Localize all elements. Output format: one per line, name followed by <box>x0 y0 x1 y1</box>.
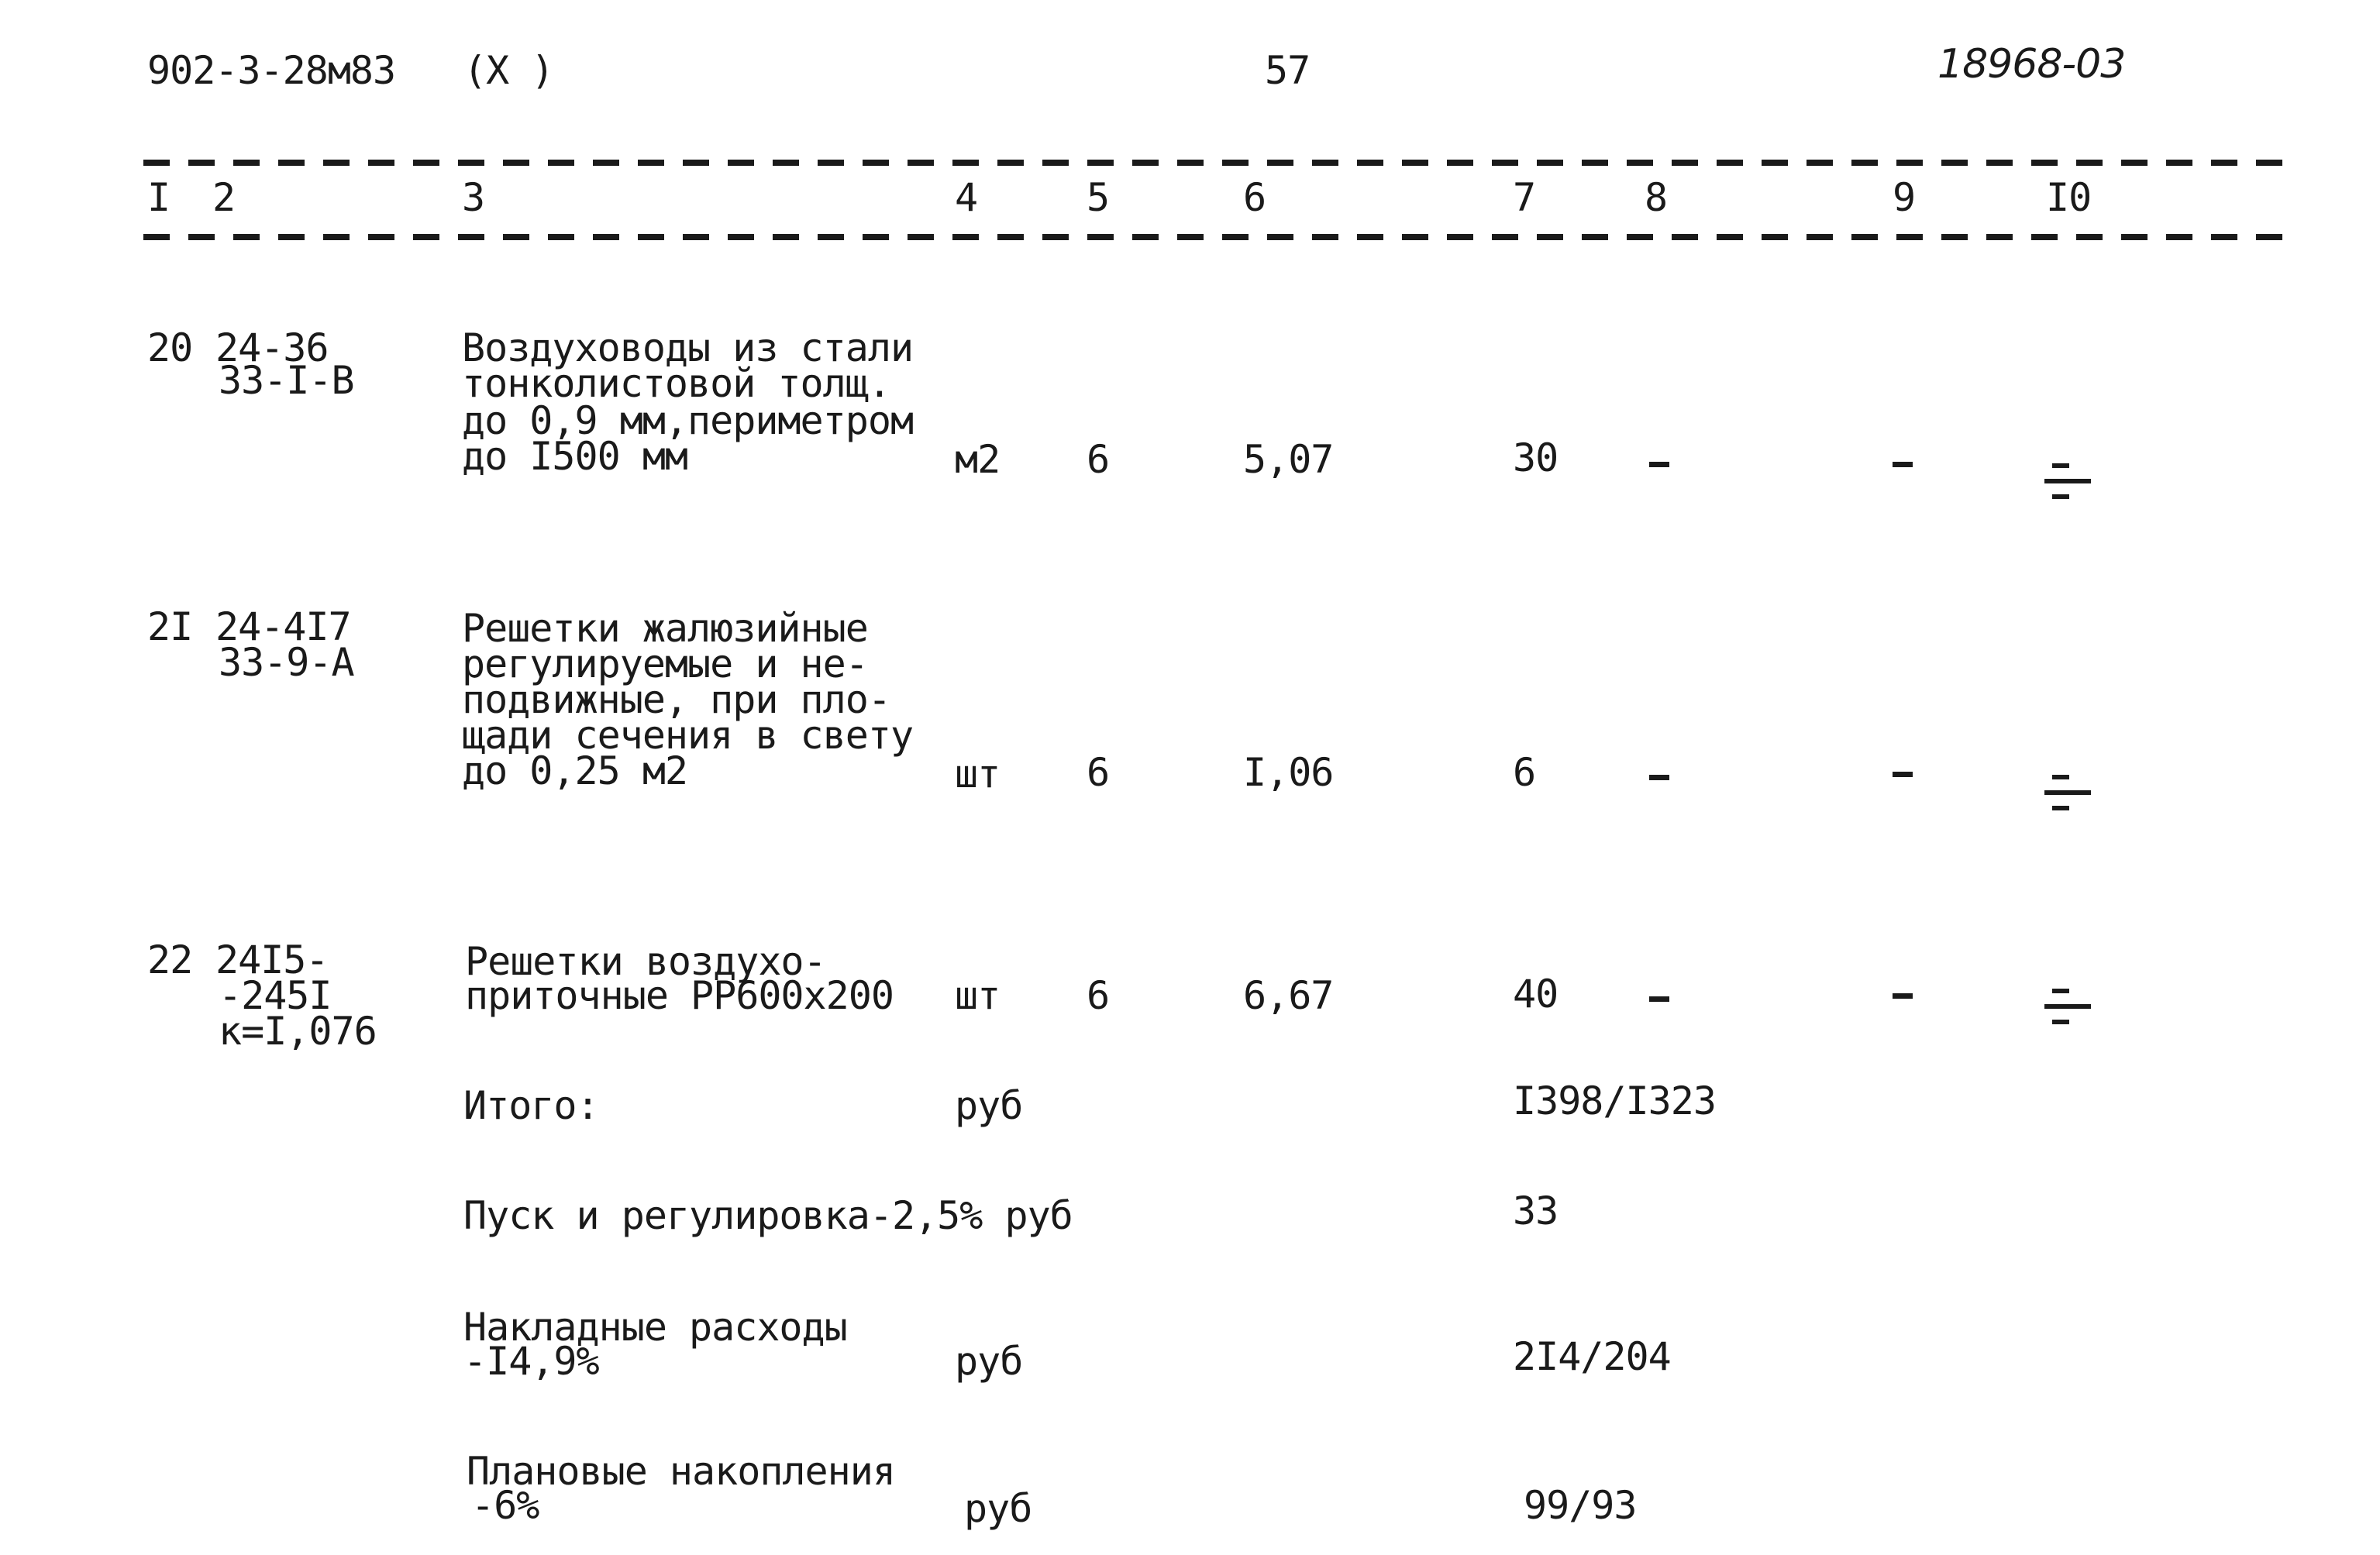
row-price: 6,67 <box>1243 973 1334 1018</box>
row-code: 33-9-A <box>219 640 354 685</box>
row-total: 6 <box>1513 750 1536 795</box>
row-code: 24I5- <box>215 937 329 982</box>
column-header-6: 6 <box>1243 175 1266 220</box>
summary-unit: руб <box>964 1486 1032 1531</box>
page-number: 57 <box>1265 48 1311 93</box>
column-header-5: 5 <box>1087 175 1110 220</box>
row-code: 24-4I7 <box>215 604 351 649</box>
row-col9-dash <box>1893 772 1913 777</box>
column-header-3: 3 <box>462 175 485 220</box>
column-header-2: 2 <box>212 175 236 220</box>
summary-label: Итого: <box>463 1083 599 1128</box>
summary-label: -6% <box>471 1483 539 1528</box>
row-qty: 6 <box>1087 750 1110 795</box>
row-unit: шт <box>955 752 1001 796</box>
row-name: до 0,9 мм,периметром <box>462 398 914 443</box>
row-name: до I500 мм <box>462 434 688 479</box>
row-col9-dash <box>1893 993 1913 999</box>
row-col8-dash <box>1649 462 1669 467</box>
row-col8-dash <box>1649 996 1669 1002</box>
summary-label: Накладные расходы <box>463 1305 847 1350</box>
summary-label: -I4,9% <box>463 1339 599 1384</box>
summary-unit: руб <box>955 1339 1023 1384</box>
row-name: подвижные, при пло- <box>462 677 890 722</box>
repeat-mark-icon <box>2044 463 2091 510</box>
repeat-mark-icon <box>2044 989 2091 1035</box>
row-name: щади сечения в свету <box>462 713 914 758</box>
column-header-9: 9 <box>1893 175 1916 220</box>
row-name: до 0,25 м2 <box>462 748 688 793</box>
column-header-8: 8 <box>1645 175 1668 220</box>
column-header-10: I0 <box>2046 175 2092 220</box>
row-code: -245I <box>219 973 332 1018</box>
document-marker: (X ) <box>463 48 554 93</box>
row-name: Решетки воздухо- <box>465 939 826 984</box>
row-col8-dash <box>1649 775 1669 780</box>
column-header-7: 7 <box>1513 175 1536 220</box>
row-name: приточные РР600х200 <box>465 973 894 1018</box>
summary-label: Плановые накопления <box>467 1449 895 1494</box>
header-top-rule <box>143 160 2282 166</box>
row-name: Воздуховоды из стали <box>462 325 914 370</box>
row-number: 2I <box>147 604 193 649</box>
summary-value: 33 <box>1513 1189 1559 1233</box>
summary-label: Пуск и регулировка-2,5% руб <box>463 1193 1073 1238</box>
header-bottom-rule <box>143 234 2282 240</box>
row-total: 40 <box>1513 972 1559 1017</box>
summary-unit: руб <box>955 1083 1023 1128</box>
sheet-code: 18968-03 <box>1937 41 2126 88</box>
row-code: к=I,076 <box>219 1009 377 1054</box>
row-name: тонколистовой толщ. <box>462 361 890 406</box>
row-price: I,06 <box>1243 750 1334 795</box>
row-code: 33-I-B <box>219 358 354 403</box>
row-price: 5,07 <box>1243 437 1334 482</box>
column-header-4: 4 <box>955 175 978 220</box>
row-qty: 6 <box>1087 973 1110 1018</box>
repeat-mark-icon <box>2044 775 2091 821</box>
row-name: Решетки жалюзийные <box>462 606 868 651</box>
row-number: 20 <box>147 325 193 370</box>
row-total: 30 <box>1513 435 1559 480</box>
summary-value: I398/I323 <box>1513 1079 1716 1123</box>
column-header-1: I <box>147 175 170 220</box>
row-number: 22 <box>147 937 193 982</box>
row-code: 24-36 <box>215 325 329 370</box>
row-name: регулируемые и не- <box>462 642 868 686</box>
summary-value: 99/93 <box>1524 1483 1637 1528</box>
row-col9-dash <box>1893 462 1913 467</box>
document-code: 902-3-28м83 <box>147 48 396 93</box>
summary-value: 2I4/204 <box>1513 1334 1671 1379</box>
row-qty: 6 <box>1087 437 1110 482</box>
row-unit: шт <box>955 973 1001 1018</box>
row-unit: м2 <box>955 437 1001 482</box>
